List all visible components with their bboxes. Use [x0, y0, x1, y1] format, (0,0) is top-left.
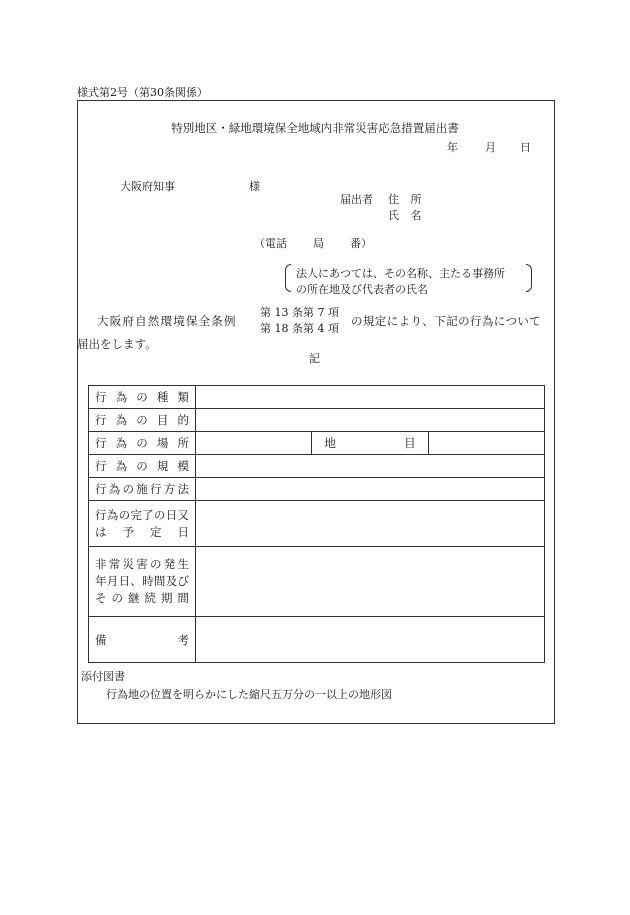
- name-label: 氏 名: [388, 209, 426, 222]
- attachments-title: 添付図書: [81, 670, 125, 683]
- label-char: そ: [95, 591, 107, 605]
- spaced-label: [95, 412, 189, 428]
- label-char: 行: [150, 482, 162, 496]
- date-year-label: 年: [447, 141, 458, 154]
- label-char: 了: [142, 507, 154, 522]
- row-label-kind: [89, 386, 196, 409]
- label-char: 期: [161, 591, 173, 605]
- bracket-left: [285, 264, 291, 292]
- spaced-label: [95, 481, 189, 497]
- label-char: 為: [115, 413, 128, 427]
- row-label-disaster: [89, 547, 196, 617]
- label-char: び: [177, 574, 189, 588]
- label-char: 為: [108, 482, 121, 496]
- label-char: の: [153, 507, 166, 522]
- label-char: 害: [136, 557, 148, 571]
- addressee: 大阪府知事: [120, 180, 175, 193]
- input-purpose[interactable]: [196, 409, 545, 432]
- spaced-label: [95, 458, 189, 474]
- label-char: 行: [95, 459, 107, 473]
- label-char: 間: [153, 574, 166, 588]
- label-char: 予: [122, 524, 134, 539]
- phone-kyoku: 局: [313, 237, 324, 250]
- clause-1: 第 13 条第 7 項: [260, 306, 339, 319]
- label-char: 目: [156, 413, 169, 427]
- applicant-label: 届出者: [340, 193, 373, 206]
- input-land-category[interactable]: [428, 432, 544, 455]
- notify-text: 届出をします。: [77, 337, 157, 351]
- row-label-completion: [89, 501, 196, 547]
- label-char: 為: [115, 436, 128, 450]
- address-label: 住 所: [388, 193, 426, 206]
- attachments-item: 行為地の位置を明らかにした縮尺五万分の一以上の地形図: [106, 688, 392, 701]
- row-label-purpose: [89, 409, 196, 432]
- label-char: 規: [156, 459, 169, 473]
- clause-2: 第 18 条第 4 項: [260, 322, 339, 335]
- row-label-remarks: [89, 617, 196, 663]
- row-label-land-category: [312, 432, 428, 455]
- label-char: 続: [144, 591, 156, 605]
- table-row: [89, 455, 545, 478]
- input-scale[interactable]: [196, 455, 545, 478]
- label-char: 場: [156, 436, 169, 450]
- label-char: 日: [177, 524, 189, 539]
- form-number: 様式第2号（第30条関係）: [77, 86, 208, 99]
- label-char: 完: [130, 507, 142, 522]
- table-row: [89, 501, 545, 547]
- label-char: 為: [106, 507, 119, 522]
- input-remarks[interactable]: [196, 617, 545, 663]
- label-char: 行: [95, 390, 107, 404]
- corp-note-line2: の所在地及び代表者の氏名: [296, 283, 428, 296]
- label-char: 方: [163, 482, 176, 496]
- form-title: 特別地区・緑地環境保全地域内非常災害応急措置届出書: [171, 121, 459, 135]
- label-char: の: [136, 436, 148, 450]
- label-char: 常: [108, 557, 121, 571]
- label-char: 考: [177, 632, 189, 647]
- label-char: の: [150, 557, 162, 571]
- label-char: 災: [122, 557, 134, 571]
- table-row: [89, 478, 545, 501]
- label-char: の: [118, 507, 131, 522]
- label-char: の: [136, 413, 148, 427]
- row-label-place: [89, 432, 196, 455]
- label-char: の: [136, 390, 148, 404]
- spaced-label: [95, 389, 189, 405]
- corp-note-line1: 法人にあつては、その名称、主たる事務所: [296, 267, 505, 280]
- label-char: 継: [128, 591, 140, 605]
- row-label-method: [89, 478, 196, 501]
- label-char: 時: [142, 574, 154, 588]
- spaced-label: [95, 507, 189, 524]
- phone-open: （電話: [254, 237, 287, 250]
- label-char: 発: [163, 557, 176, 571]
- spaced-label: [95, 556, 189, 573]
- label-char: 為: [115, 459, 128, 473]
- spaced-label: [95, 632, 189, 648]
- input-completion[interactable]: [196, 501, 545, 547]
- ki-heading: 記: [309, 352, 320, 365]
- label-char: 種: [156, 390, 169, 404]
- table-row: [89, 386, 545, 409]
- table-row: [89, 547, 545, 617]
- date-day-label: 日: [520, 141, 531, 154]
- input-place[interactable]: [196, 432, 312, 455]
- label-char: 備: [95, 632, 107, 647]
- label-char: 法: [177, 482, 189, 496]
- label-char: 為: [115, 390, 128, 404]
- table-row: [89, 409, 545, 432]
- stipulation-text: の規定により、下記の行為について: [351, 314, 542, 328]
- table-row: [89, 617, 545, 663]
- input-method[interactable]: [196, 478, 545, 501]
- label-char: 日: [165, 507, 178, 522]
- input-disaster[interactable]: [196, 547, 545, 617]
- phone-line: [254, 235, 372, 251]
- spaced-label: [95, 590, 189, 607]
- label-char: 行: [95, 507, 107, 522]
- label-char: 目: [404, 436, 416, 450]
- label-char: の: [136, 459, 148, 473]
- phone-ban: 番）: [350, 237, 372, 250]
- label-char: 行: [95, 482, 107, 496]
- label-char: 又: [177, 507, 189, 522]
- label-char: 行: [95, 413, 107, 427]
- label-char: 地: [324, 436, 336, 450]
- label-char: 行: [95, 436, 107, 450]
- label-char: 所: [177, 436, 189, 450]
- spaced-label: [95, 573, 189, 590]
- label-char: の: [122, 482, 134, 496]
- ordinance-name: 大阪府自然環境保全条例: [97, 314, 237, 328]
- label-char: 施: [136, 482, 148, 496]
- record-table: [88, 385, 545, 663]
- date-month-label: 月: [485, 141, 496, 154]
- table-row: [89, 432, 545, 455]
- label-char: 年: [95, 574, 107, 588]
- spaced-label: [95, 435, 189, 451]
- row-label-scale: [89, 455, 196, 478]
- label-char: の: [111, 591, 123, 605]
- spaced-label: [95, 524, 189, 541]
- label-char: 類: [177, 390, 189, 404]
- label-char: 非: [95, 557, 107, 571]
- bracket-right: [526, 264, 532, 292]
- label-char: 、: [130, 574, 142, 588]
- label-char: 生: [177, 557, 189, 571]
- spaced-label: [318, 435, 421, 451]
- label-char: 模: [177, 459, 189, 473]
- label-char: 月: [106, 574, 119, 588]
- label-char: 定: [150, 524, 162, 539]
- label-char: 間: [177, 591, 189, 605]
- label-char: 的: [177, 413, 189, 427]
- label-char: 及: [165, 574, 178, 588]
- honorific: 様: [249, 180, 260, 193]
- input-kind[interactable]: [196, 386, 545, 409]
- label-char: 日: [118, 574, 131, 588]
- label-char: は: [95, 524, 107, 539]
